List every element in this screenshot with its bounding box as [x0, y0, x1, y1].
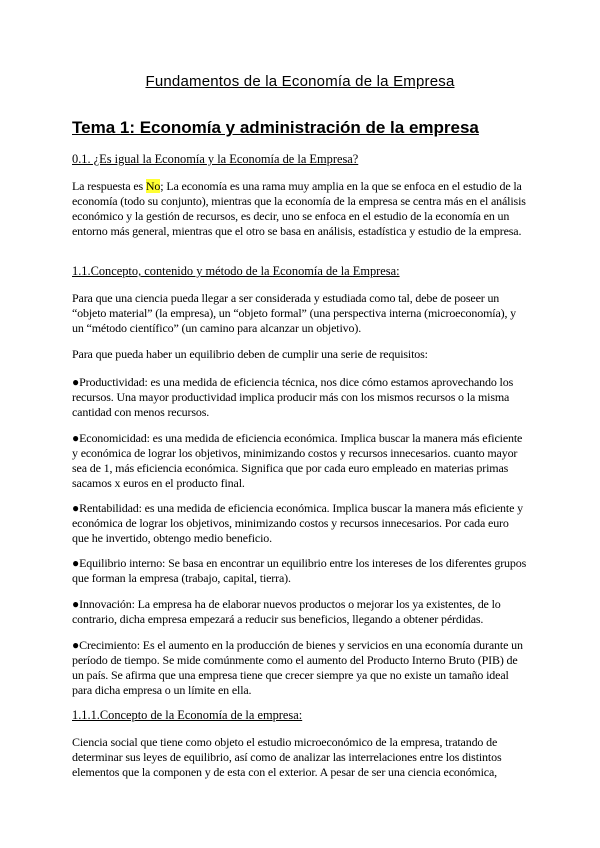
bullet-crecimiento: ●Crecimiento: Es el aumento en la producción de bienes y servicios en una economía durante un período de tiempo. Se mide comúnmente como el aumento del Producto Interno Bruto (PIB) de un país. Se afirma que una empresa tiene que crecer siempre ya que no existe un tamaño ideal para dicha empresa o un límite en ella. — [72, 638, 523, 697]
paragraph-concepto: Ciencia social que tiene como objeto el estudio microeconómico de la empresa, tratando de determinar sus leyes de equilibrio, así como de analizar las interrelaciones entre los distintos elementos que la componen y de esta con el exterior. A pesar de ser una ciencia económica, — [72, 735, 502, 779]
paragraph-ciencia: Para que una ciencia pueda llegar a ser considerada y estudiada como tal, debe de poseer un “objeto material” (la empresa), un “objeto formal” (una perspectiva interna (microeconomía), y un “método científico” (un camino para alcanzar un objetivo). — [72, 291, 517, 335]
answer-prefix: La respuesta es — [72, 179, 146, 193]
tema-heading: Tema 1: Economía y administración de la empresa — [72, 118, 479, 137]
answer-paragraph — [72, 179, 528, 239]
bullet-productividad: ●Productividad: es una medida de eficiencia técnica, nos dice cómo estamos aprovechando los recursos. Una mayor productividad implica producir más con los mismos recursos o la misma cantidad con menos recursos. — [72, 375, 514, 419]
bullet-economicidad: ●Economicidad: es una medida de eficiencia económica. Implica buscar la manera más eficiente y económica de lograr los objetivos, minimizando costos y recursos innecesarios. cuanto mayor sea de 1, más eficiencia económica. Significa que por cada euro empleado en materias primas sacamos x euros en el producto final. — [72, 431, 523, 490]
section-heading-1-1-1: 1.1.1.Concepto de la Economía de la empresa: — [72, 708, 303, 722]
section-heading-1-1: 1.1.Concepto, contenido y método de la Economía de la Empresa: — [72, 264, 400, 278]
bullet-equilibrio-interno: ●Equilibrio interno: Se basa en encontrar un equilibrio entre los intereses de los diferentes grupos que forman la empresa (trabajo, capital, tierra). — [72, 556, 527, 585]
question-heading: 0.1. ¿Es igual la Economía y la Economía de la Empresa? — [72, 152, 359, 166]
bullet-innovacion: ●Innovación: La empresa ha de elaborar nuevos productos o mejorar los ya existentes, de lo contrario, dicha empresa empezará a reducir sus beneficios, llegando a obtener pérdidas. — [72, 597, 501, 626]
highlighted-answer: No — [145, 179, 161, 193]
document-title: Fundamentos de la Economía de la Empresa — [145, 73, 455, 90]
paragraph-equilibrio: Para que pueda haber un equilibrio deben de cumplir una serie de requisitos: — [72, 347, 428, 361]
answer-rest: ; La economía es una rama muy amplia en la que se enfoca en el estudio de la economía (todo su conjunto), mientras que la economía de la empresa se centra más en el análisis económico y la gestión de recursos, es decir, uno se enfoca en el estudio de la economía en un entorno más general, mientras que el otro se basa en análisis, estadística y estudio de la empresa. — [72, 179, 526, 238]
bullet-rentabilidad: ●Rentabilidad: es una medida de eficiencia económica. Implica buscar la manera más eficiente y económica de lograr los objetivos, minimizando costos y recursos innecesarios. Por cada euro que he invertido, obtengo medio beneficio. — [72, 501, 523, 545]
